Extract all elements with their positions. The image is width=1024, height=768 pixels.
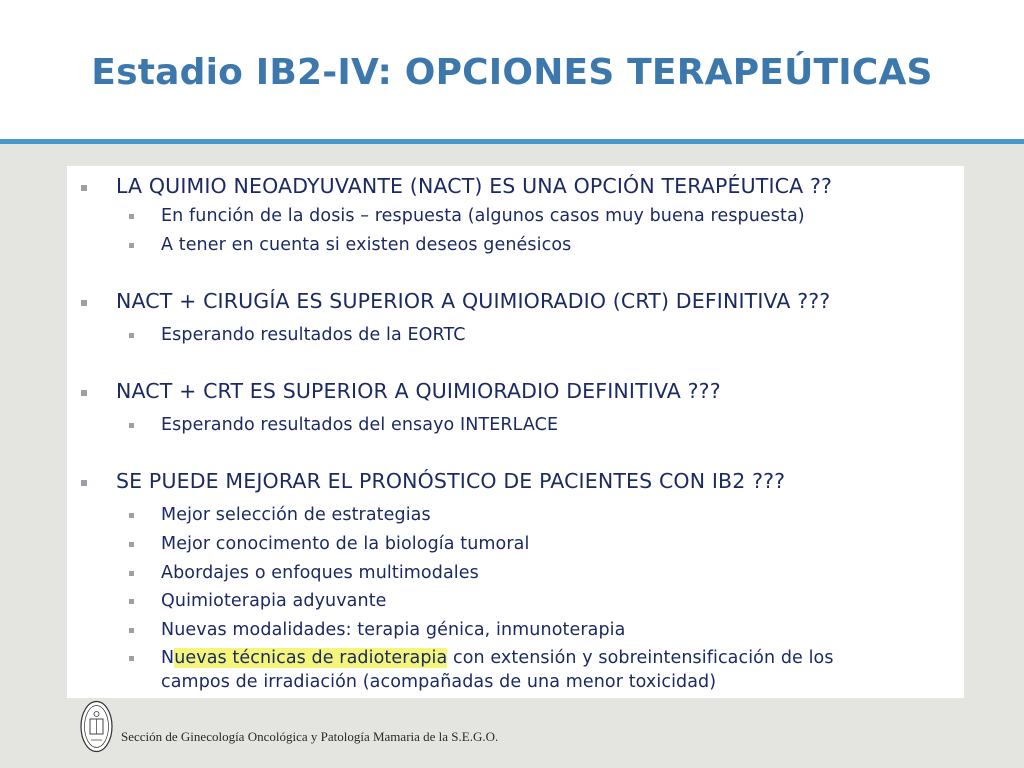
list-item: Abordajes o enfoques multimodales <box>161 563 479 583</box>
section-heading: SE PUEDE MEJORAR EL PRONÓSTICO DE PACIENTES CON IB2 ??? <box>116 469 786 493</box>
sego-seal-icon <box>80 700 113 753</box>
sub-bullet-icon <box>129 243 134 248</box>
list-item: Quimioterapia adyuvante <box>161 591 387 611</box>
highlighted-text: uevas técnicas de radioterapia <box>174 648 448 668</box>
bullet-icon <box>81 480 87 486</box>
header-divider <box>0 139 1024 144</box>
last-item-rest: con extensión y sobreintensificación de los <box>447 648 834 668</box>
list-item: Mejor conocimento de la biología tumoral <box>161 534 530 554</box>
sub-bullet-icon <box>129 599 134 604</box>
sub-bullet-icon <box>129 656 134 661</box>
footer-text: Sección de Ginecología Oncológica y Patología Mamaria de la S.E.G.O. <box>121 729 499 744</box>
list-item: Mejor selección de estrategias <box>161 505 431 525</box>
slide-header <box>0 0 1024 139</box>
section-heading: LA QUIMIO NEOADYUVANTE (NACT) ES UNA OPCIÓN TERAPÉUTICA ?? <box>116 174 833 198</box>
sub-bullet-icon <box>129 571 134 576</box>
sub-bullet-icon <box>129 513 134 518</box>
list-item: Esperando resultados del ensayo INTERLACE <box>161 415 559 435</box>
sub-bullet-icon <box>129 542 134 547</box>
section-heading: NACT + CIRUGÍA ES SUPERIOR A QUIMIORADIO (CRT) DEFINITIVA ??? <box>116 289 831 313</box>
sub-bullet-icon <box>129 333 134 338</box>
last-item-line2: campos de irradiación (acompañadas de una menor toxicidad) <box>161 672 717 692</box>
content-panel <box>67 166 964 698</box>
bullet-icon <box>81 300 87 306</box>
list-item: Esperando resultados de la EORTC <box>161 325 466 345</box>
last-item-prefix: N <box>161 648 175 668</box>
sub-bullet-icon <box>129 628 134 633</box>
list-item: Nuevas modalidades: terapia génica, inmunoterapia <box>161 620 626 640</box>
slide-title: Estadio IB2-IV: OPCIONES TERAPEÚTICAS <box>91 52 933 93</box>
bullet-icon <box>81 390 87 396</box>
sub-bullet-icon <box>129 214 134 219</box>
list-item: A tener en cuenta si existen deseos genésicos <box>161 235 572 255</box>
list-item-last <box>161 646 951 694</box>
section-heading: NACT + CRT ES SUPERIOR A QUIMIORADIO DEFINITIVA ??? <box>116 379 721 403</box>
list-item: En función de la dosis – respuesta (algunos casos muy buena respuesta) <box>161 206 805 226</box>
sub-bullet-icon <box>129 423 134 428</box>
bullet-icon <box>81 185 87 191</box>
